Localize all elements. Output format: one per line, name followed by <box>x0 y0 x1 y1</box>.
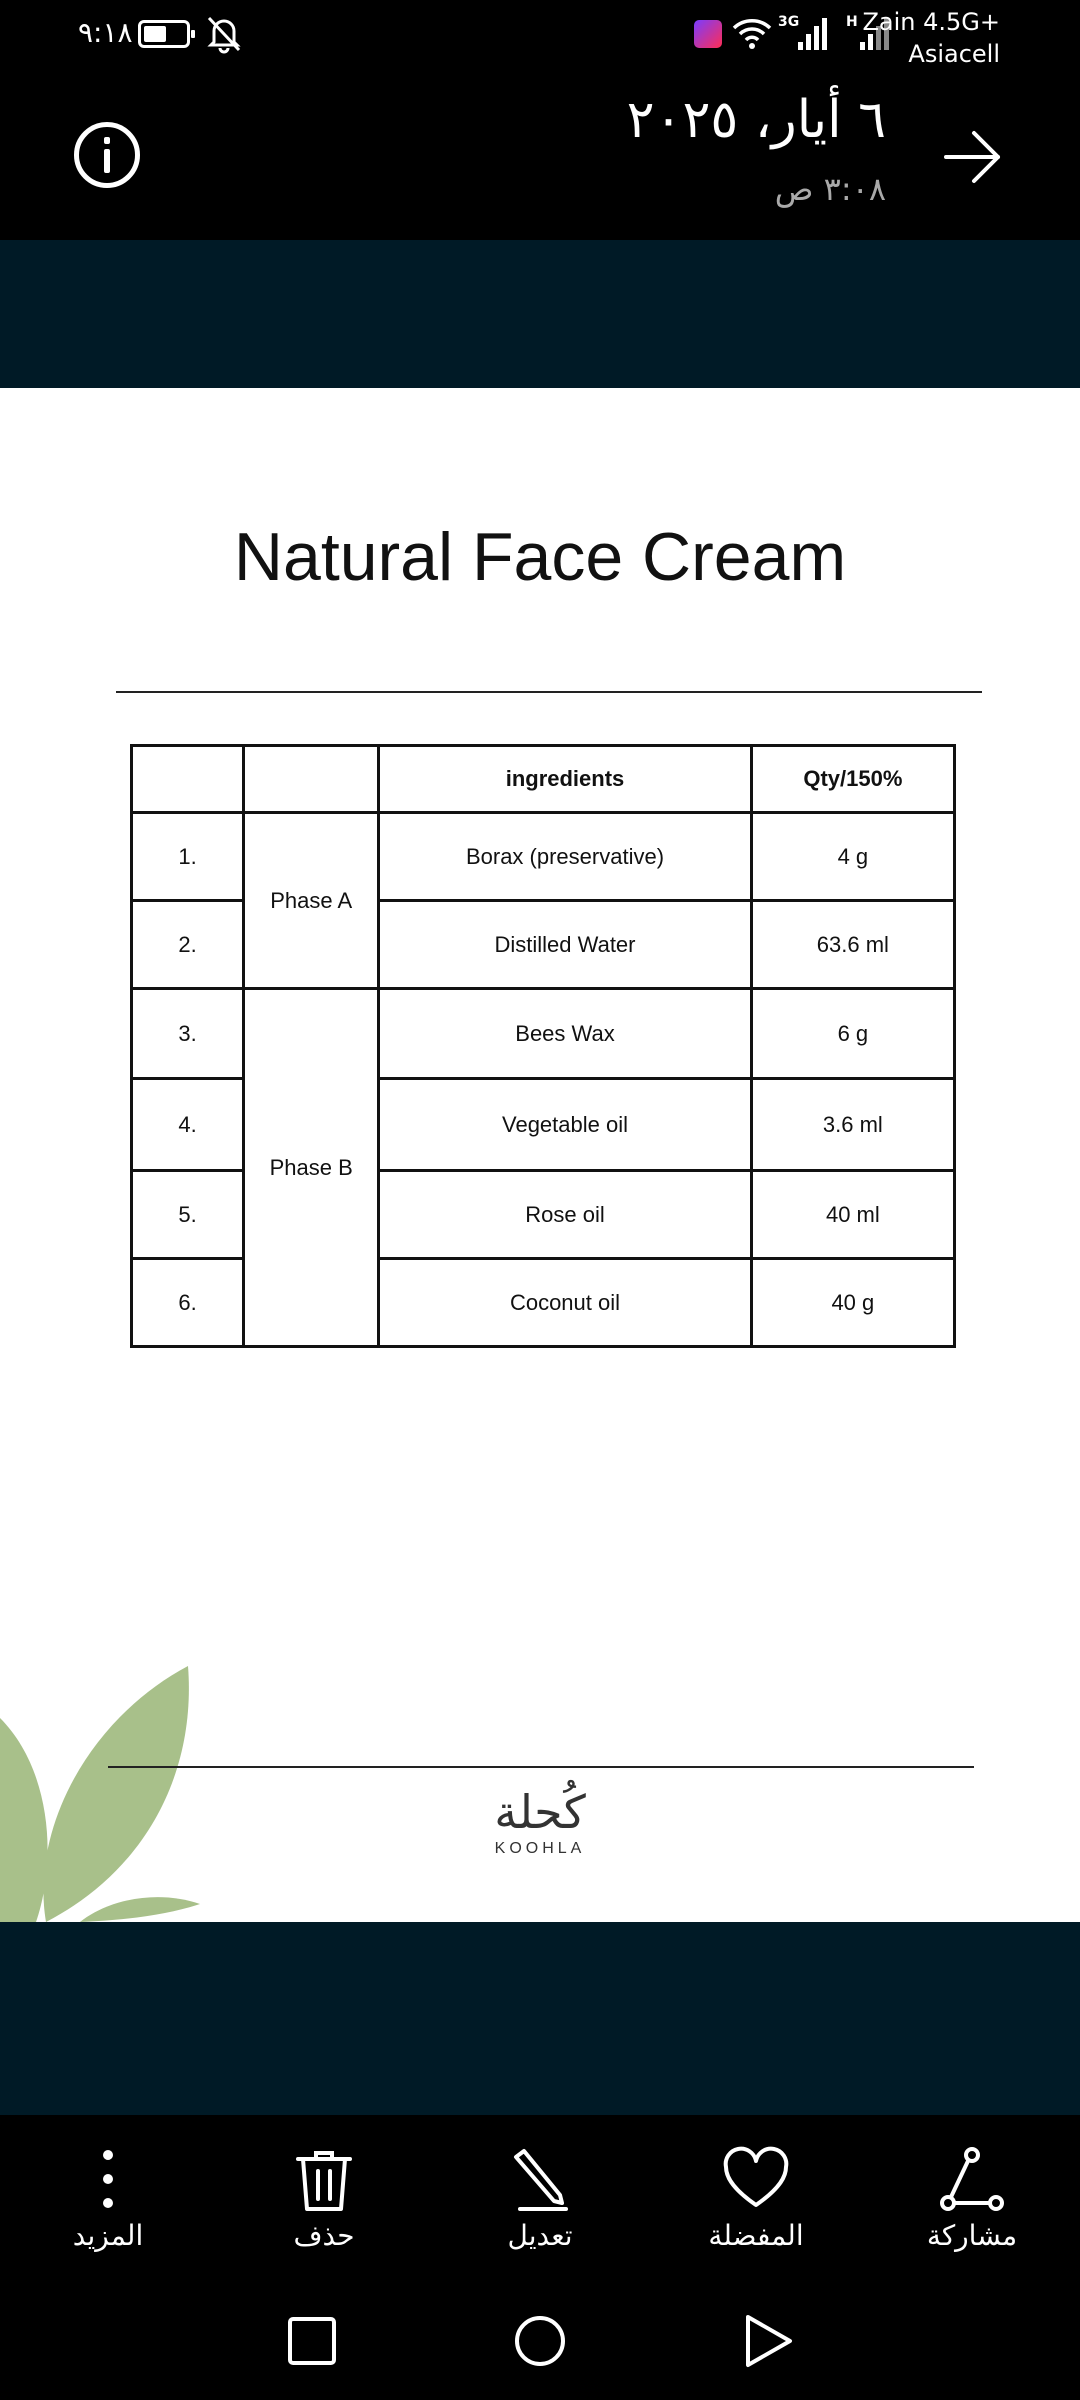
carrier-2: Asiacell <box>908 40 1000 68</box>
row-number: 4. <box>132 1079 244 1171</box>
qty-cell: 63.6 ml <box>751 901 954 989</box>
heart-icon <box>720 2143 792 2215</box>
ingredient-cell: Borax (preservative) <box>379 813 751 901</box>
row-number: 6. <box>132 1259 244 1347</box>
notifications-off-icon <box>206 14 242 54</box>
delete-label: حذف <box>293 2219 355 2252</box>
logo-mark: كُحلة <box>494 1785 586 1839</box>
ingredients-table <box>130 744 956 1348</box>
divider <box>108 1766 974 1768</box>
carrier-1: Zain 4.5G+ <box>862 8 1000 36</box>
edit-button[interactable] <box>450 2143 630 2252</box>
ingredient-cell: Bees Wax <box>379 989 751 1079</box>
home-icon[interactable] <box>510 2311 570 2371</box>
viewer-header <box>0 72 1080 240</box>
pencil-icon <box>504 2143 576 2215</box>
edit-label: تعديل <box>507 2219 573 2252</box>
phase-cell: Phase B <box>244 989 379 1347</box>
battery-icon <box>138 20 190 48</box>
recents-icon[interactable] <box>282 2311 342 2371</box>
share-label: مشاركة <box>926 2219 1018 2252</box>
leaf-decoration <box>0 1658 220 1922</box>
header-ingredients: ingredients <box>379 746 751 813</box>
qty-cell: 40 ml <box>751 1171 954 1259</box>
photo-time: ٣:٠٨ ص <box>774 170 886 208</box>
network-type-h: H <box>846 14 858 30</box>
more-vertical-icon <box>72 2143 144 2215</box>
photo-date: ٦ أيار، ٢٠٢٥ <box>626 90 886 150</box>
image-viewer[interactable] <box>0 240 1080 2115</box>
favorite-button[interactable] <box>666 2143 846 2252</box>
document-image <box>0 388 1080 1922</box>
wifi-icon <box>732 16 772 52</box>
divider <box>116 691 982 693</box>
back-icon[interactable] <box>738 2311 798 2371</box>
share-button[interactable] <box>882 2143 1062 2252</box>
ingredient-cell: Rose oil <box>379 1171 751 1259</box>
more-button[interactable] <box>18 2143 198 2252</box>
qty-cell: 6 g <box>751 989 954 1079</box>
row-number: 2. <box>132 901 244 989</box>
favorite-label: المفضلة <box>708 2219 804 2252</box>
header-cell <box>244 746 379 813</box>
phase-cell: Phase A <box>244 813 379 989</box>
table-header-row <box>132 746 955 813</box>
ingredient-cell: Distilled Water <box>379 901 751 989</box>
system-navigation-bar <box>0 2285 1080 2400</box>
carrier-names <box>862 6 1000 70</box>
header-cell <box>132 746 244 813</box>
info-icon[interactable] <box>74 122 140 188</box>
ingredient-cell: Vegetable oil <box>379 1079 751 1171</box>
back-arrow-icon[interactable] <box>940 124 1006 190</box>
status-bar <box>0 0 1080 72</box>
row-number: 3. <box>132 989 244 1079</box>
ingredient-cell: Coconut oil <box>379 1259 751 1347</box>
header-qty: Qty/150% <box>751 746 954 813</box>
delete-button[interactable] <box>234 2143 414 2252</box>
logo-text: KOOHLA <box>494 1840 586 1857</box>
more-label: المزيد <box>72 2219 144 2252</box>
brand-logo <box>440 1784 640 1858</box>
table-row <box>132 813 955 901</box>
signal-icon <box>796 16 832 52</box>
qty-cell: 4 g <box>751 813 954 901</box>
row-number: 1. <box>132 813 244 901</box>
table-row <box>132 989 955 1079</box>
qty-cell: 40 g <box>751 1259 954 1347</box>
app-notification-icon <box>694 20 722 48</box>
share-icon <box>936 2143 1008 2215</box>
trash-icon <box>288 2143 360 2215</box>
document-title: Natural Face Cream <box>233 519 847 595</box>
network-type-3g: 3G <box>778 14 800 30</box>
qty-cell: 3.6 ml <box>751 1079 954 1171</box>
action-bar <box>0 2115 1080 2285</box>
row-number: 5. <box>132 1171 244 1259</box>
status-time: ٩:١٨ <box>78 16 133 49</box>
